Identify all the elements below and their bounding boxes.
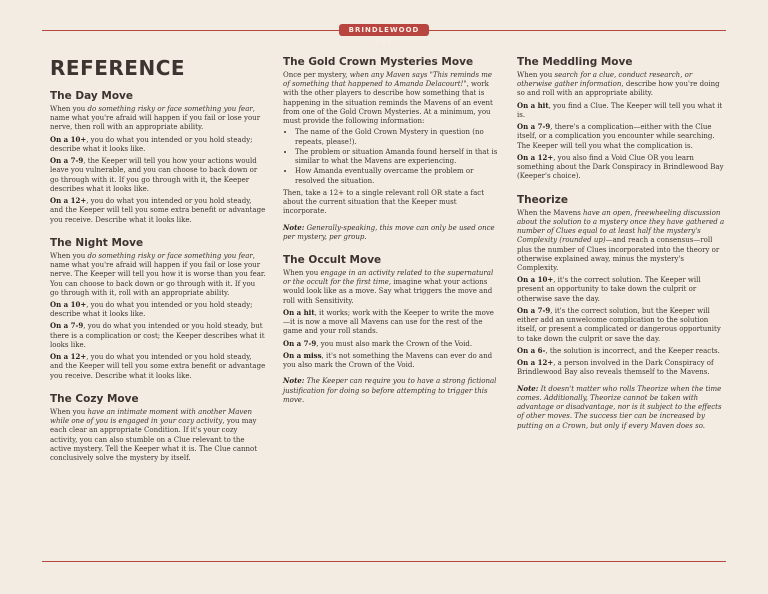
column-1 [50, 56, 266, 475]
theorize-heading: Theorize [517, 193, 568, 206]
gold-crown-heading: The Gold Crown Mysteries Move [283, 56, 474, 68]
day-move-heading: The Day Move [50, 90, 134, 102]
gold-crown-intro: Once per mystery, when any Maven says "This reminds me of something that happened to Amanda Delacourt!", work with the other players to describe how something that is happening in the situation reminds the Mavens of an event from one of the Gold Crown Mysteries. At a minimum, you must provide the following information: [283, 71, 493, 126]
day-move-intro: When you do something risky or face something you fear, name what you're afraid will happen if you fail or lose your nerve, then roll with an appropriate ability. [50, 105, 261, 132]
gold-crown-after: Then, take a 12+ to a single relevant roll OR state a fact about the current situation that the Keeper must incorporate. [283, 188, 485, 216]
meddling-move-intro: When you search for a clue, conduct research, or otherwise gather information, describe how you're doing so and roll with an appropriate ability. [517, 71, 720, 98]
gold-crown-list [283, 128, 499, 185]
theorize-intro: When the Mavens have an open, freewheeling discussion about the solution to a mystery once they have gathered a number of Clues equal to at least half the mystery's Complexity (rounded up)—and reach a consensus—roll plus the number of Clues incorporated into the theory or otherwise explained away, minus the mystery's Complexity. [517, 208, 725, 272]
theorize-result-7-9: On a 7-9, it's the correct solution, but the Keeper will either add an unwelcome complication to the solution itself, or present a complicated or dangerous opportunity to take down the culprit or save the day. [517, 305, 721, 343]
header-banner: BRINDLEWOOD BAY [339, 24, 429, 36]
list-item: • How Amanda eventually overcame the problem or resolved the situation. [295, 167, 499, 185]
meddling-move-result-12: On a 12+, you also find a Void Clue OR you learn something about the Dark Conspiracy in Brindlewood Bay (Keeper's choice). [517, 152, 724, 181]
bottom-rule [42, 561, 726, 562]
page-title: REFERENCE [50, 56, 186, 80]
day-move-result-10: On a 10+, you do what you intended or you hold steady; describe what it looks like. [50, 134, 253, 153]
night-move-section [50, 237, 266, 381]
meddling-move-section [517, 56, 726, 182]
day-move-result-7-9: On a 7-9, the Keeper will tell you how your actions would leave you vulnerable, and you can choose to back down or go through with it. If you go through with it, the Keeper describes what it looks like. [50, 156, 258, 193]
column-2 [283, 56, 499, 417]
cozy-move-section [50, 393, 266, 463]
occult-move-result-hit: On a hit, it works; work with the Keeper to write the move—it is now a move all Mavens can use for the rest of the game and your roll stands. [283, 307, 494, 336]
list-item: • The problem or situation Amanda found herself in that is similar to what the Mavens are experiencing. [295, 148, 499, 166]
occult-move-note: Note: The Keeper can require you to have a strong fictional justification for doing so before attempting to trigger this move. [283, 376, 497, 404]
theorize-section [517, 194, 726, 431]
list-item: • The name of the Gold Crown Mystery in question (no repeats, please!). [295, 128, 499, 146]
meddling-move-result-7-9: On a 7-9, there's a complication—either with the Clue itself, or a complication you encounter while searching. The Keeper will tell you what the complication is. [517, 122, 715, 150]
theorize-result-6: On a 6-, the solution is incorrect, and the Keeper reacts. [517, 345, 720, 355]
meddling-move-heading: The Meddling Move [517, 56, 633, 68]
day-move-result-12: On a 12+, you do what you intended or you hold steady, and the Keeper will tell you some extra benefit or advantage you receive. Describe what it looks like. [50, 196, 266, 224]
day-move-section [50, 90, 266, 225]
theorize-result-12: On a 12+, a person involved in the Dark Conspiracy of Brindlewood Bay also reveals themself to the Mavens. [517, 358, 714, 377]
night-move-intro: When you do something risky or face something you fear, name what you're afraid will happen if you fail or lose your nerve. The Keeper will tell you how it is worse than you fear. You can choose to back down or go through with it. If you go through with it, roll with an appropriate ability. [50, 251, 266, 297]
theorize-result-10: On a 10+, it's the correct solution. The Keeper will present an opportunity to take down the culprit or otherwise save the day. [517, 275, 701, 303]
night-move-result-12: On a 12+, you do what you intended or you hold steady, and the Keeper will tell you some extra benefit or advantage you receive. Describe what it looks like. [50, 352, 266, 380]
cozy-move-heading: The Cozy Move [50, 392, 139, 405]
occult-move-result-7-9: On a 7-9, you must also mark the Crown of the Void. [283, 338, 473, 348]
cozy-move-intro: When you have an intimate moment with another Maven while one of you is engaged in your cozy activity, you may each clear an appropriate Condition. If it's your cozy activity, you can also stumble on a Clue relevant to the active mystery. Tell the Keeper what it is. The Clue cannot conclusively solve the mystery by itself. [50, 407, 258, 463]
occult-move-result-miss: On a miss, it's not something the Mavens can ever do and you also mark the Crown of the Void. [283, 350, 493, 370]
occult-move-intro: When you engage in an activity related to the supernatural or the occult for the first time, imagine what your actions would look like as a move. Say what triggers the move and roll with Sensitivity. [283, 268, 494, 305]
occult-move-heading: The Occult Move [283, 253, 382, 266]
occult-move-section [283, 254, 499, 405]
meddling-move-result-hit: On a hit, you find a Clue. The Keeper will tell you what it is. [517, 100, 723, 119]
night-move-result-10: On a 10+, you do what you intended or you hold steady; describe what it looks like. [50, 299, 253, 319]
column-3 [517, 56, 726, 443]
gold-crown-section [283, 56, 499, 242]
theorize-note: Note: It doesn't matter who rolls Theorize when the time comes. Additionally, Theorize cannot be taken with advantage or disadvantage, nor is it subject to the effects of other moves. The success tier can be increased by putting on a Crown, but only if every Maven does so. [517, 383, 722, 430]
night-move-result-7-9: On a 7-9, you do what you intended or you hold steady, but there is a complication or cost; the Keeper describes what it looks like. [50, 321, 265, 349]
night-move-heading: The Night Move [50, 236, 144, 249]
gold-crown-note: Note: Generally-speaking, this move can only be used once per mystery, per group. [283, 222, 495, 241]
